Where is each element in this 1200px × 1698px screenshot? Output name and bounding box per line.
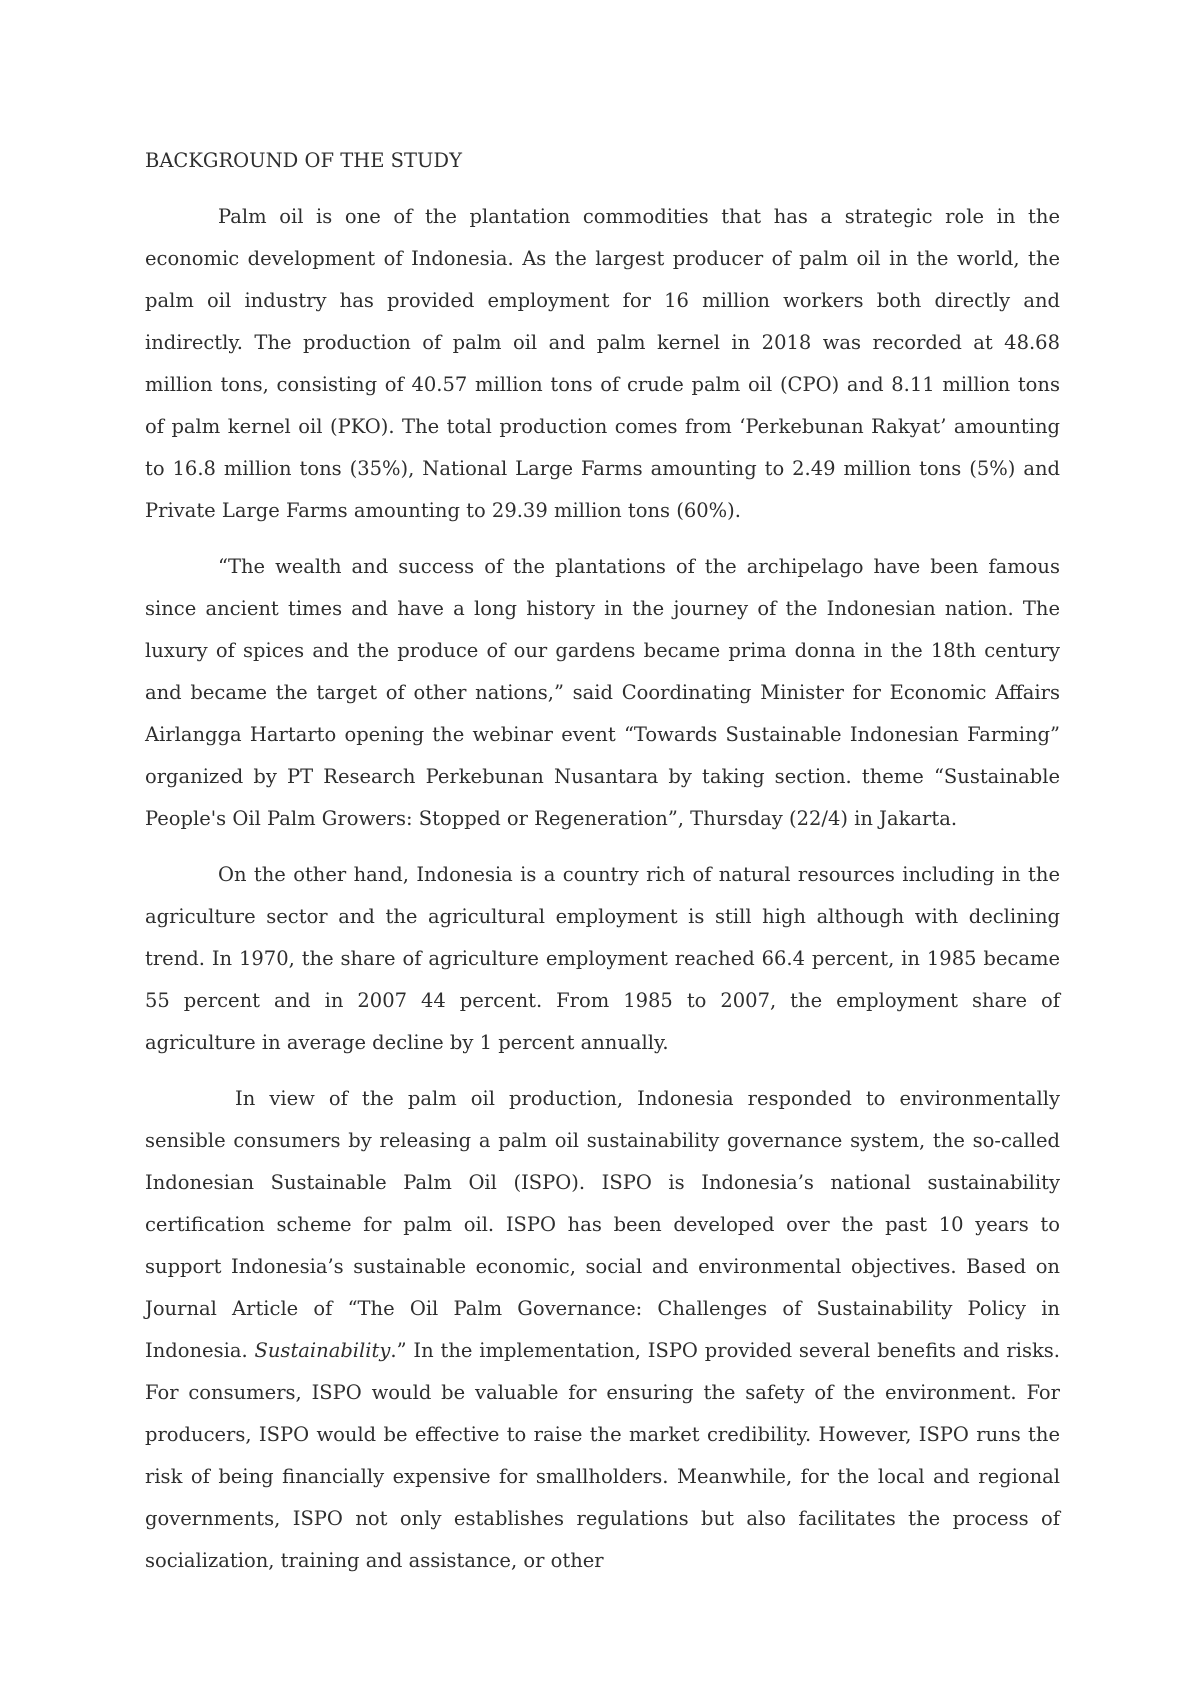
- paragraph-ispo-text-before: In view of the palm oil production, Indonesia responded to environmentally sensible consumers by releasing a palm oil sustainability governance system, the so-called Indonesian Sustainable Palm Oil (ISPO). ISPO is Indonesia’s national sustainability certification scheme for palm oil. ISPO has been developed over the past 10 years to support Indonesia’s sustainable economic, social and environmental objectives. Based on Journal Article of “The Oil Palm Governance: Challenges of Sustainability Policy in Indonesia.: [145, 1087, 1060, 1362]
- paragraph-ispo: [145, 1078, 1060, 1582]
- paragraph-ispo-italic-title: Sustainability: [254, 1339, 391, 1362]
- section-heading: BACKGROUND OF THE STUDY: [145, 149, 462, 172]
- document-body: [145, 140, 1060, 1596]
- paragraph-minister-quote: “The wealth and success of the plantations of the archipelago have been famous since ancient times and have a long history in the journey of the Indonesian nation. The luxury of spices and the produce of our gardens became prima donna in the 18th century and became the target of other nations,” said Coordinating Minister for Economic Affairs Airlangga Hartarto opening the webinar event “Towards Sustainable Indonesian Farming” organized by PT Research Perkebunan Nusantara by taking section. theme “Sustainable People's Oil Palm Growers: Stopped or Regeneration”, Thursday (22/4) in Jakarta.: [145, 555, 1060, 830]
- paragraph-ispo-text-after: .” In the implementation, ISPO provided several benefits and risks. For consumers, ISPO would be valuable for ensuring the safety of the environment. For producers, ISPO would be effective to raise the market credibility. However, ISPO runs the risk of being financially expensive for smallholders. Meanwhile, for the local and regional governments, ISPO not only establishes regulations but also facilitates the process of socialization, training and assistance, or other: [145, 1339, 1060, 1572]
- paragraph-agriculture-employment: On the other hand, Indonesia is a country rich of natural resources including in the agriculture sector and the agricultural employment is still high although with declining trend. In 1970, the share of agriculture employment reached 66.4 percent, in 1985 became 55 percent and in 2007 44 percent. From 1985 to 2007, the employment share of agriculture in average decline by 1 percent annually.: [145, 863, 1060, 1054]
- paragraph-palm-oil-production: Palm oil is one of the plantation commodities that has a strategic role in the economic development of Indonesia. As the largest producer of palm oil in the world, the palm oil industry has provided employment for 16 million workers both directly and indirectly. The production of palm oil and palm kernel in 2018 was recorded at 48.68 million tons, consisting of 40.57 million tons of crude palm oil (CPO) and 8.11 million tons of palm kernel oil (PKO). The total production comes from ‘Perkebunan Rakyat’ amounting to 16.8 million tons (35%), National Large Farms amounting to 2.49 million tons (5%) and Private Large Farms amounting to 29.39 million tons (60%).: [145, 205, 1060, 522]
